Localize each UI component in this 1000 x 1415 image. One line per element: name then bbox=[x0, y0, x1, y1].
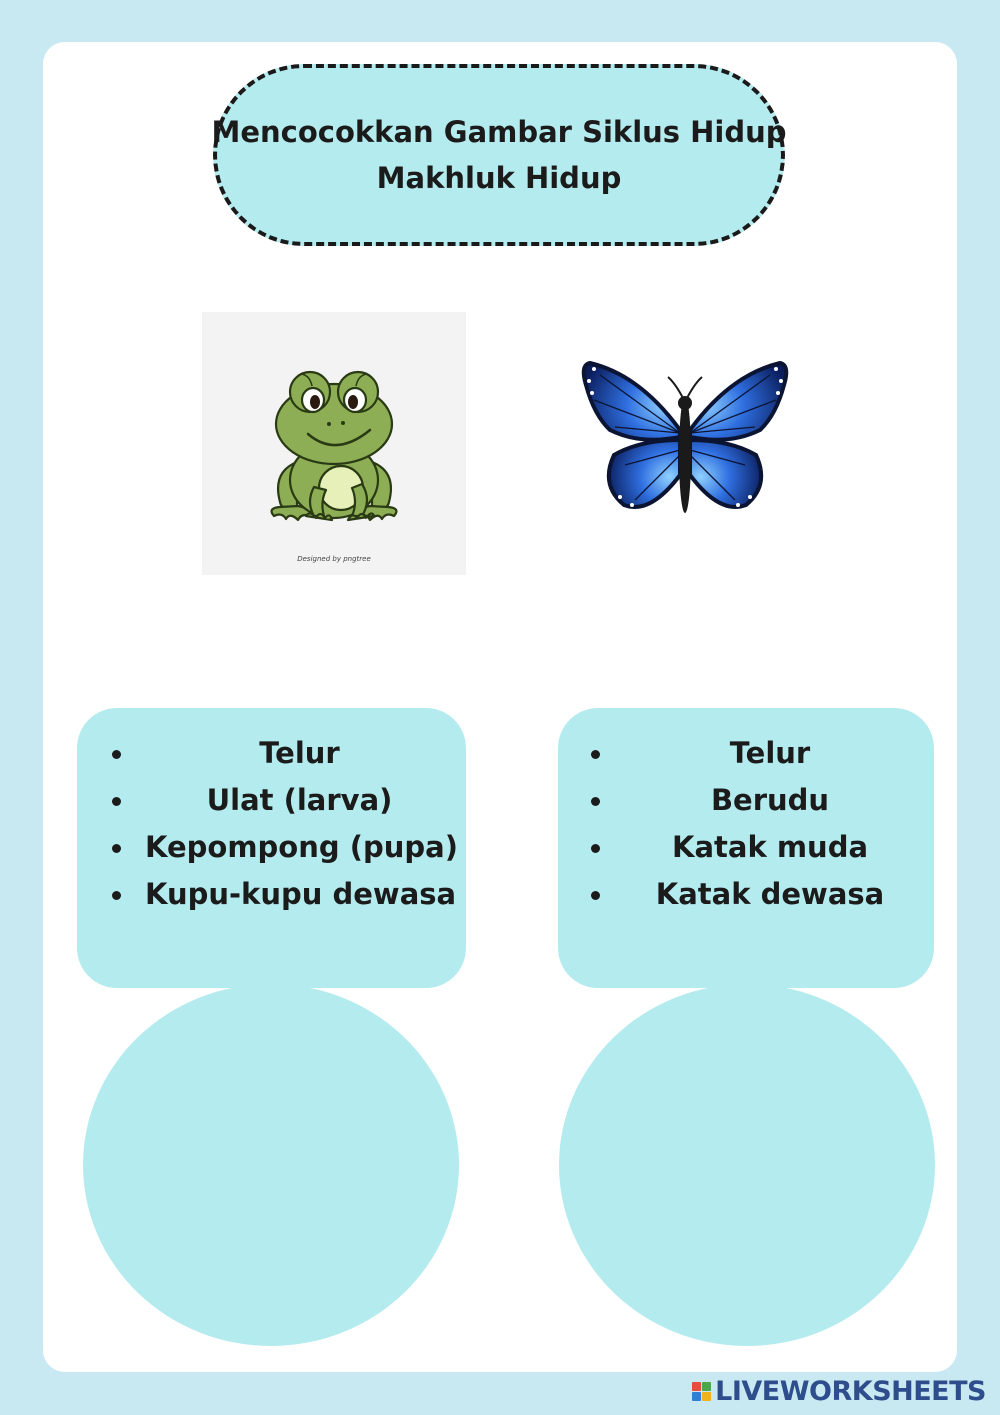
drop-zone-left[interactable] bbox=[83, 984, 459, 1346]
butterfly-image[interactable] bbox=[580, 355, 790, 524]
list-item-label: Kupu-kupu dewasa bbox=[145, 877, 457, 911]
bullet-icon bbox=[112, 750, 121, 759]
title-line-2: Makhluk Hidup bbox=[376, 161, 622, 195]
bullet-icon bbox=[112, 891, 121, 900]
list-item[interactable] bbox=[77, 824, 466, 871]
list-item-label: Kepompong (pupa) bbox=[145, 830, 458, 864]
butterfly-icon bbox=[580, 355, 790, 520]
list-item[interactable] bbox=[77, 871, 466, 918]
frog-icon bbox=[202, 312, 466, 575]
list-item[interactable] bbox=[77, 730, 466, 777]
bullet-icon bbox=[591, 891, 600, 900]
liveworksheets-brand[interactable] bbox=[692, 1374, 986, 1408]
bullet-icon bbox=[112, 844, 121, 853]
drop-zone-right[interactable] bbox=[559, 984, 935, 1346]
bullet-icon bbox=[591, 750, 600, 759]
list-item-label: Telur bbox=[259, 736, 340, 770]
worksheet-title bbox=[213, 64, 785, 246]
title-line-1: Mencocokkan Gambar Siklus Hidup bbox=[211, 115, 787, 149]
list-item-label: Katak dewasa bbox=[655, 877, 885, 911]
brand-text: LIVEWORKSHEETS bbox=[715, 1375, 986, 1407]
bullet-icon bbox=[591, 844, 600, 853]
life-cycle-list-right bbox=[558, 708, 934, 988]
liveworksheets-logo-icon bbox=[692, 1382, 711, 1401]
bullet-icon bbox=[591, 797, 600, 806]
list-item[interactable] bbox=[558, 777, 934, 824]
frog-image[interactable] bbox=[202, 312, 466, 575]
bullet-icon bbox=[112, 797, 121, 806]
list-item[interactable] bbox=[77, 777, 466, 824]
list-item-label: Berudu bbox=[710, 783, 830, 817]
list-item[interactable] bbox=[558, 730, 934, 777]
list-item-label: Telur bbox=[729, 736, 811, 770]
list-item[interactable] bbox=[558, 824, 934, 871]
list-item-label: Katak muda bbox=[671, 830, 869, 864]
image-watermark: Designed by pngtree bbox=[297, 555, 371, 563]
life-cycle-list-left bbox=[77, 708, 466, 988]
list-item-label: Ulat (larva) bbox=[206, 783, 393, 817]
list-item[interactable] bbox=[558, 871, 934, 918]
